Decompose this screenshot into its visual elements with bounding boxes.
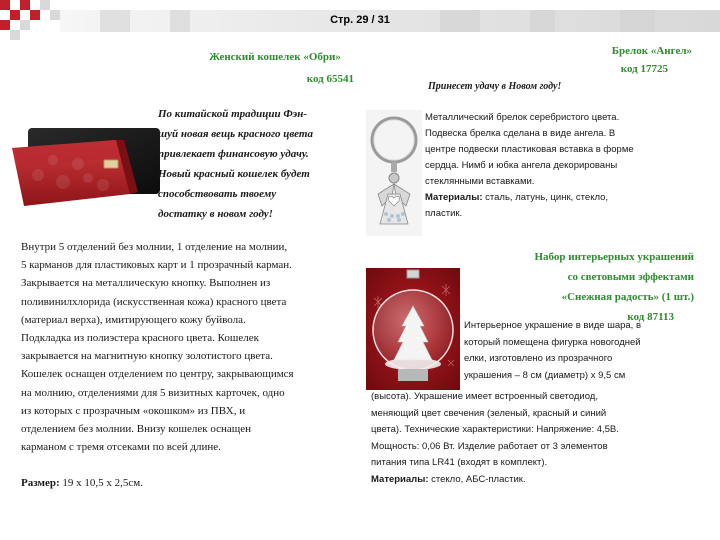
logo-square [20, 20, 30, 30]
ball-materials-label: Материалы: [371, 473, 429, 485]
logo-squares [0, 0, 60, 40]
ball-title [420, 247, 694, 327]
angel-materials [425, 190, 685, 206]
wallet-code: код 65541 [306, 73, 354, 85]
ball-description-line: Мощность: 0,06 Вт. Изделие работает от 3 элементов [371, 440, 608, 452]
wallet-description-line: на молнию, отделениями для 5 визитных карточек, одно [21, 386, 285, 399]
wallet-tagline-line: Новый красный кошелек будет [158, 168, 310, 180]
ball-description-line: елки, изготовлено из прозрачного [464, 353, 613, 365]
angel-materials-label: Материалы: [425, 192, 483, 203]
wallet-tagline-line: шуй новая вещь красного цвета [158, 128, 313, 140]
logo-square [50, 10, 60, 20]
ball-materials-value: стекло, АБС-пластик. [428, 473, 526, 485]
wallet-description-line: Подкладка из полиэстера красного цвета. Кошелек [21, 332, 259, 345]
wallet-tagline-line: По китайской традиции Фэн- [158, 108, 307, 120]
logo-square [0, 0, 10, 10]
snow-ball-image [366, 268, 460, 390]
logo-square [10, 10, 20, 20]
wallet-image [8, 120, 160, 210]
wallet-tagline-line: достатку в новом году! [158, 208, 273, 220]
wallet-tagline-line: привлекает финансовую удачу. [158, 148, 309, 160]
logo-square [0, 20, 10, 30]
angel-tagline: Принесет удачу в Новом году! [428, 81, 562, 92]
ball-description-line: питания типа LR41 (входят в комплект). [371, 457, 548, 469]
wallet-description-line: Внутри 5 отделений без молнии, 1 отделение на молнии, [21, 241, 288, 253]
logo-square [10, 30, 20, 40]
wallet-description-line: Кошелек оснащен отделением по центру, закрывающимся [21, 368, 294, 381]
wallet-description-line: 5 карманов для пластиковых карт и 1 прозрачный карман. [21, 259, 292, 272]
ball-materials [371, 472, 701, 489]
wallet-description-line: из которых с прозрачным «окошком» из ПВХ, и [21, 404, 246, 417]
angel-description-line: Металлический брелок серебристого цвета. [425, 112, 620, 123]
angel-title: Брелок «Ангел» [611, 45, 692, 57]
ball-description-full [371, 389, 701, 489]
ball-description-line: цвета). Технические характеристики: Напряжение: 4,5В. [371, 424, 619, 436]
ball-description-line: (высота). Украшение имеет встроенный светодиод, [371, 391, 598, 402]
angel-description-line: центре подвески пластиковая вставка в форме [425, 144, 634, 155]
angel-materials-value: сталь, латунь, цинк, стекло, [482, 192, 609, 203]
wallet-tagline-line: способствовать твоему [158, 188, 277, 200]
wallet-title: Женский кошелек «Обри» [209, 51, 341, 63]
angel-code: код 17725 [620, 63, 668, 75]
logo-square [30, 10, 40, 20]
ball-description-line: меняющий цвет свечения (зеленый, красный и синий [371, 407, 607, 419]
angel-description-line: сердца. Нимб и юбка ангела декорированы [425, 160, 618, 171]
wallet-size-label: Размер: [21, 477, 60, 490]
ball-code: код 87113 [627, 311, 674, 323]
page-number: Стр. 29 / 31 [330, 14, 390, 26]
ball-title-line: «Снежная радость» (1 шт.) [561, 291, 694, 303]
wallet-description-line: Закрывается на металлическую кнопку. Выполнен из [21, 277, 271, 290]
angel-description [425, 110, 685, 222]
wallet-description-line: карманом с тремя отсеками по всей длине. [21, 441, 221, 454]
wallet-tagline [158, 104, 358, 224]
ball-description-line: украшения – 8 см (диаметр) x 9,5 см [464, 369, 626, 381]
wallet-description-line: закрывается на магнитную кнопку золотистого цвета. [21, 350, 273, 363]
angel-materials-cont: пластик. [425, 208, 463, 219]
wallet-size-value: 19 x 10,5 x 2,5см. [59, 477, 143, 490]
ball-title-line: Набор интерьерных украшений [534, 251, 694, 263]
ball-description-line: Интерьерное украшение в виде шара, в [464, 320, 642, 331]
ball-description-line: который помещена фигурка новогодней [464, 336, 641, 348]
angel-description-line: Подвеска брелка сделана в виде ангела. В [425, 128, 616, 139]
wallet-description-line: поливинилхлорида (искусственная кожа) красного цвета [21, 295, 287, 308]
angel-description-line: стеклянными вставками. [425, 176, 535, 187]
wallet-description [21, 238, 361, 493]
wallet-description-line: отделением без молнии. Внизу кошелек оснащен [21, 423, 252, 436]
angel-keychain-image [366, 110, 422, 236]
ball-description-right [464, 318, 688, 384]
ball-title-line: со световыми эффектами [567, 271, 694, 283]
wallet-description-line: (материал верха), имитирующего кожу буйвола. [21, 313, 246, 326]
logo-square [40, 0, 50, 10]
logo-square [20, 0, 30, 10]
wallet-size [21, 474, 361, 492]
